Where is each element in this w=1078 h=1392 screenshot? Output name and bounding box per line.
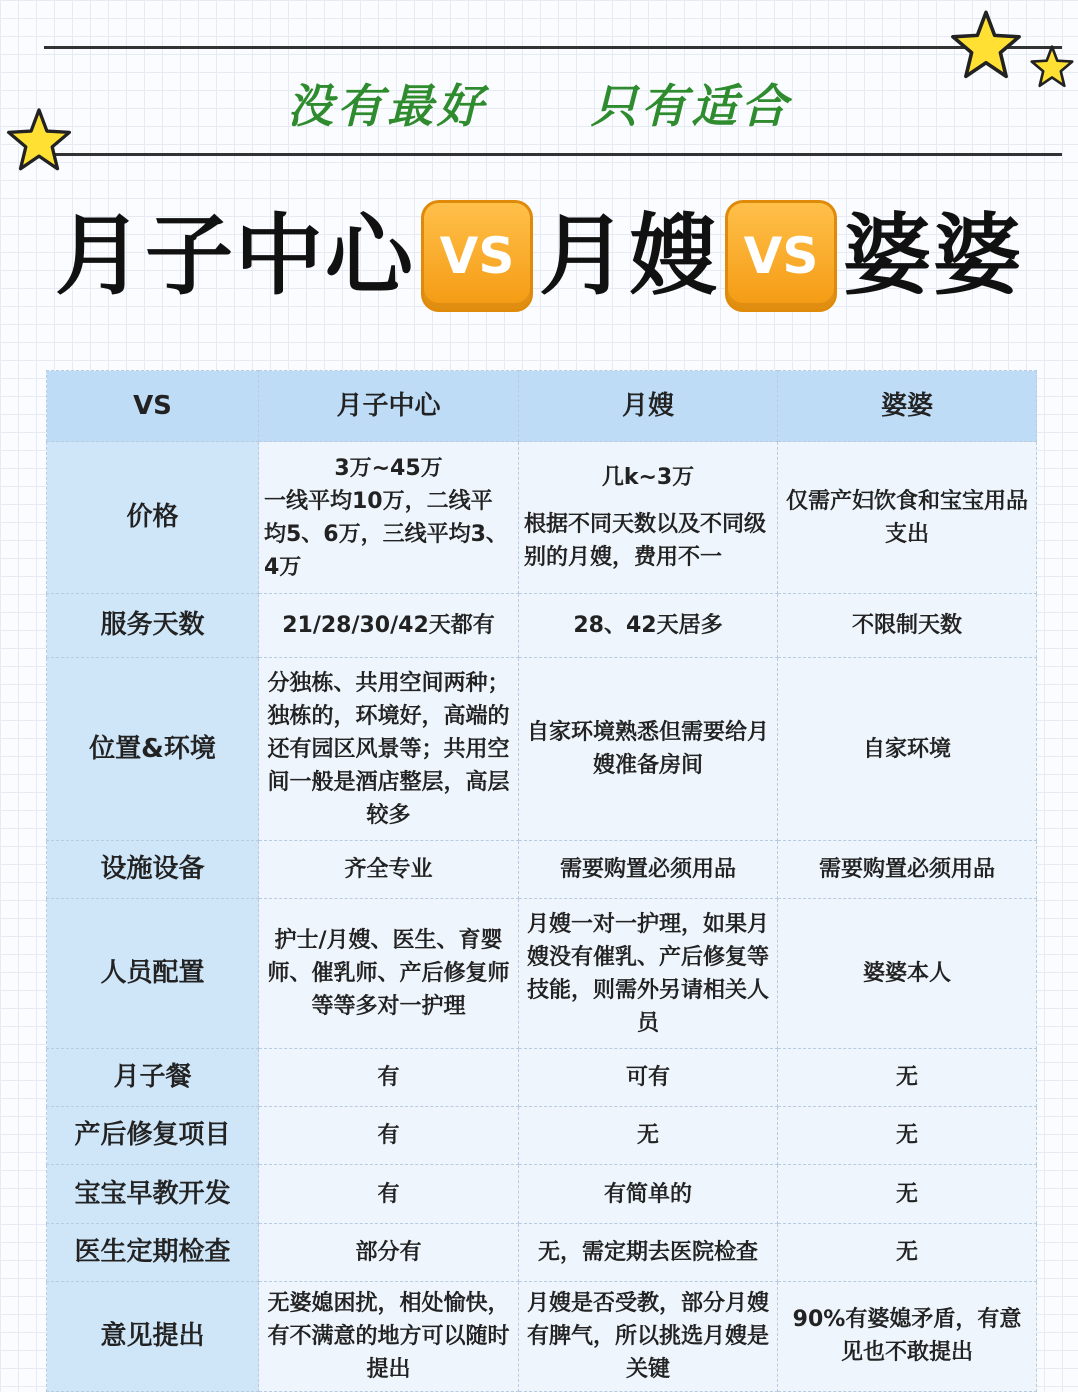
table-cell: 无，需定期去医院检查 xyxy=(519,1223,778,1281)
table-row xyxy=(47,594,1037,658)
comparison-table xyxy=(46,370,1037,1392)
row-label: 产后修复项目 xyxy=(47,1107,259,1165)
row-label: 设施设备 xyxy=(47,840,259,898)
row-label: 服务天数 xyxy=(47,594,259,658)
cell-sub-text: 根据不同天数以及不同级别的月嫂，费用不一 xyxy=(524,512,767,571)
table-cell: 月嫂是否受教，部分月嫂有脾气，所以挑选月嫂是关键 xyxy=(519,1281,778,1391)
header-mother-in-law: 婆婆 xyxy=(778,371,1037,442)
page-title xyxy=(0,196,1078,316)
table-cell: 无 xyxy=(519,1107,778,1165)
table-cell: 有 xyxy=(259,1165,519,1223)
table-cell: 需要购置必须用品 xyxy=(519,840,778,898)
table-cell: 分独栋、共用空间两种；独栋的，环境好，高端的还有园区风景等；共用空间一般是酒店整层，高层较多 xyxy=(259,658,519,840)
row-label: 医生定期检查 xyxy=(47,1223,259,1281)
table-cell xyxy=(259,442,519,594)
vs-badge: VS xyxy=(421,200,533,312)
tagline-part2: 只有适合 xyxy=(591,79,791,133)
table-cell: 婆婆本人 xyxy=(778,898,1037,1048)
cell-main-text: 几k~3万 xyxy=(601,465,695,491)
row-label: 位置&环境 xyxy=(47,658,259,840)
table-cell: 自家环境熟悉但需要给月嫂准备房间 xyxy=(519,658,778,840)
table-cell: 21/28/30/42天都有 xyxy=(259,594,519,658)
table-cell: 需要购置必须用品 xyxy=(778,840,1037,898)
table-cell: 护士/月嫂、医生、育婴师、催乳师、产后修复师等等多对一护理 xyxy=(259,898,519,1048)
table-cell: 不限制天数 xyxy=(778,594,1037,658)
table-row xyxy=(47,658,1037,840)
row-label: 人员配置 xyxy=(47,898,259,1048)
table-cell: 无 xyxy=(778,1107,1037,1165)
header-confinement-center: 月子中心 xyxy=(259,371,519,442)
row-label: 价格 xyxy=(47,442,259,594)
table-cell: 无 xyxy=(778,1049,1037,1107)
table-row xyxy=(47,840,1037,898)
table-cell: 有 xyxy=(259,1107,519,1165)
header-nanny: 月嫂 xyxy=(519,371,778,442)
table-cell: 仅需产妇饮食和宝宝用品支出 xyxy=(778,442,1037,594)
table-cell: 无婆媳困扰，相处愉快，有不满意的地方可以随时提出 xyxy=(259,1281,519,1391)
tagline xyxy=(0,70,1078,136)
row-label: 月子餐 xyxy=(47,1049,259,1107)
table-row xyxy=(47,1281,1037,1391)
table-cell: 28、42天居多 xyxy=(519,594,778,658)
title-word-1: 月子中心 xyxy=(54,204,415,307)
top-rule xyxy=(44,46,1062,49)
table-cell: 部分有 xyxy=(259,1223,519,1281)
table-row xyxy=(47,1049,1037,1107)
tagline-part1: 没有最好 xyxy=(286,79,487,133)
table-row xyxy=(47,898,1037,1048)
vs-badge: VS xyxy=(725,200,837,312)
bottom-rule xyxy=(44,153,1062,156)
title-word-2: 月嫂 xyxy=(538,204,719,307)
row-label: 宝宝早教开发 xyxy=(47,1165,259,1223)
table-row xyxy=(47,1223,1037,1281)
table-cell: 无 xyxy=(778,1223,1037,1281)
table-cell: 可有 xyxy=(519,1049,778,1107)
header-vs: VS xyxy=(47,371,259,442)
table-cell: 月嫂一对一护理，如果月嫂没有催乳、产后修复等技能，则需外另请相关人员 xyxy=(519,898,778,1048)
table-row xyxy=(47,1165,1037,1223)
table-header-row xyxy=(47,371,1037,442)
table-cell: 齐全专业 xyxy=(259,840,519,898)
table-cell: 90%有婆媳矛盾，有意见也不敢提出 xyxy=(778,1281,1037,1391)
table-cell: 有简单的 xyxy=(519,1165,778,1223)
table-cell: 无 xyxy=(778,1165,1037,1223)
cell-sub-text: 一线平均10万，二线平均5、6万，三线平均3、4万 xyxy=(264,488,508,580)
row-label: 意见提出 xyxy=(47,1281,259,1391)
title-word-3: 婆婆 xyxy=(843,204,1024,307)
table-row xyxy=(47,442,1037,594)
table-cell: 自家环境 xyxy=(778,658,1037,840)
cell-main-text: 3万~45万 xyxy=(334,455,443,481)
table-row xyxy=(47,1107,1037,1165)
table-cell xyxy=(519,442,778,594)
table-cell: 有 xyxy=(259,1049,519,1107)
